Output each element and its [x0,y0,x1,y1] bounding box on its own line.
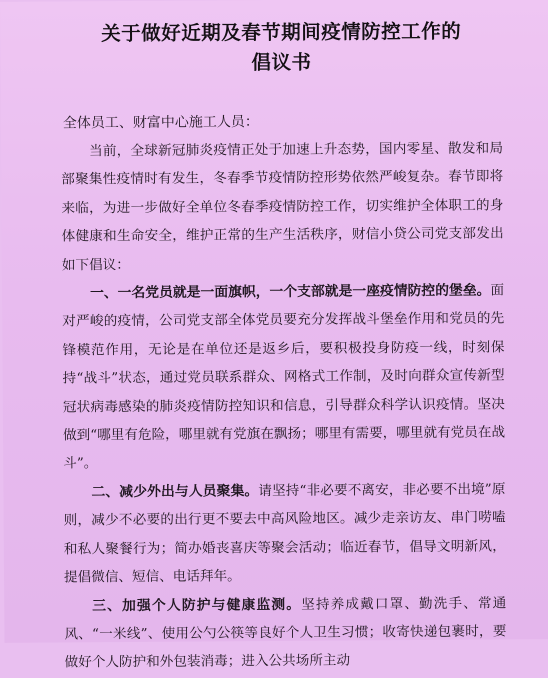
section-3-heading: 三、加强个人防护与健康监测。 [92,596,302,614]
section-3-body: 坚持养成戴口罩、勤洗手、常通风、“一米线”、使用公勺公筷等良好个人卫生习惯；收寄快递包裹时，要做好个人防护和外包装消毒；进入公共场所主动 [64,594,507,671]
section-3-paragraph [64,589,507,677]
section-1-body: 面对严峻的疫情，公司党支部全体党员要充分发挥战斗堡垒作用和党员的先锋模范作用，无论是在单位还是返乡后，要积极投身防疫一线，时刻保持“战斗”状态，通过党员联系群众、网格式工作制，及时向群众宣传新型冠状病毒感染的肺炎疫情防控知识和信息，引导群众科学认识疫情。坚决做到“哪里有危险，哪里就有党旗在飘扬；哪里有需要，哪里就有党员在战斗”。 [62,282,506,472]
document-title [60,16,502,79]
section-1-heading: 一、一名党员就是一面旗帜，一个支部就是一座疫情防控的堡垒。 [89,282,491,302]
section-2-paragraph [63,475,506,592]
section-2-body: 请坚持“非必要不离安，非必要不出境”原则，减少不必要的出行更不要去中高风险地区。减少走亲访友、串门唠嗑和私人聚餐行为；简办婚丧喜庆等聚会活动；临近春节，倡导文明新风，提倡微信、短信、电话拜年。 [63,481,506,586]
title-line-1: 关于做好近期及春节期间疫情防控工作的 [101,19,462,46]
salutation: 全体员工、财富中心施工人员： [62,114,259,132]
section-2-heading: 二、减少外出与人员聚集。 [91,482,259,501]
intro-paragraph: 当前，全球新冠肺炎疫情正处于加速上升态势，国内零星、散发和局部聚集性疫情时有发生，冬春季节疫情防控形势依然严峻复杂。春节即将来临，为进一步做好全单位冬春季疫情防控工作，切实维护全体职工的身体健康和生命安全，维护正常的生产生活秩序，财信小贷公司党支部发出如下倡议： [61,140,504,274]
section-1-paragraph [62,276,505,478]
title-line-2: 倡议书 [251,50,312,75]
